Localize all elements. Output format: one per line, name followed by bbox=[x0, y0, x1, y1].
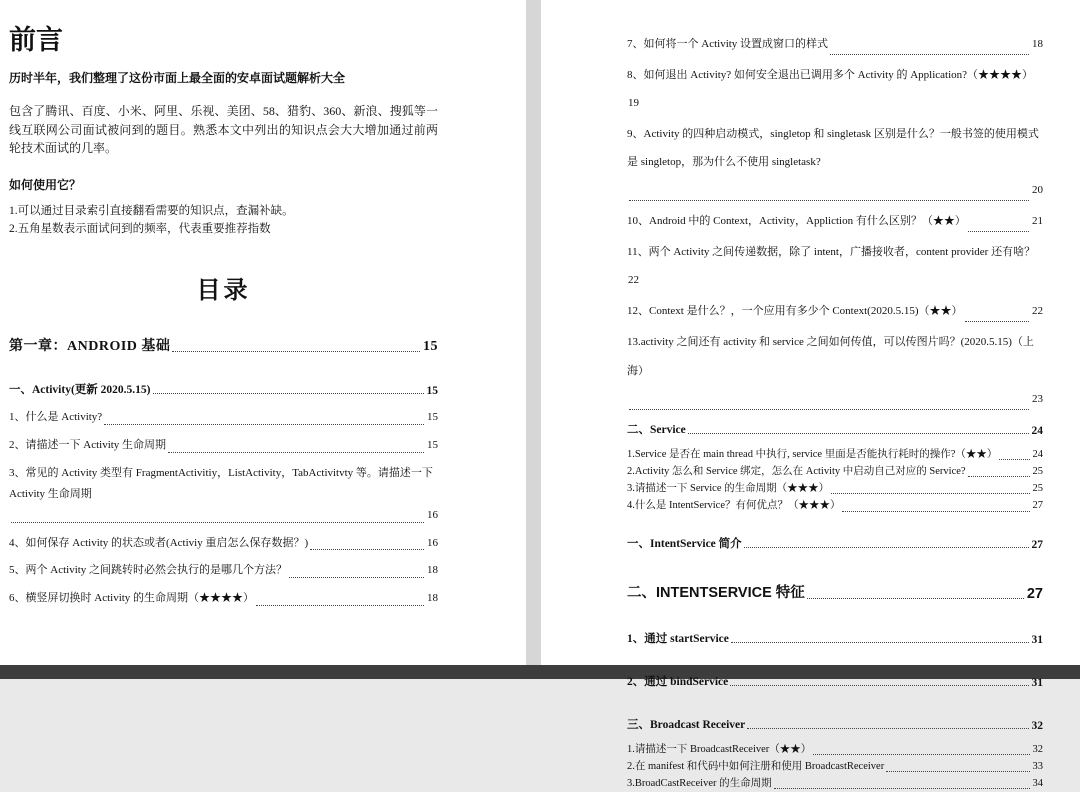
toc-page-number: 23 bbox=[1032, 392, 1043, 405]
toc-entry-label: 1、通过 startService bbox=[627, 632, 729, 645]
toc-dot-leader bbox=[842, 511, 1029, 512]
toc-dot-leader bbox=[968, 231, 1029, 232]
toc-dot-leader bbox=[968, 476, 1030, 477]
toc-entry-label: 9、Activity 的四种启动模式，singletop 和 singletask 区别是什么？一般书签的使用模式是 singletop，那为什么不使用 singletask? bbox=[627, 128, 1039, 169]
toc-entry bbox=[627, 742, 1043, 758]
toc-dot-leader bbox=[629, 200, 1029, 201]
toc-dot-leader bbox=[104, 424, 424, 425]
toc-entry-label: 2、请描述一下 Activity 生命周期 bbox=[9, 439, 167, 452]
toc-entry bbox=[627, 464, 1043, 480]
toc-left bbox=[9, 335, 438, 609]
toc-dot-leader bbox=[807, 598, 1024, 599]
toc-title: 目录 bbox=[196, 277, 251, 305]
page-left bbox=[0, 0, 526, 665]
toc-page-number: 25 bbox=[1032, 483, 1043, 495]
toc-entry-label: 3.BroadCastReceiver 的生命周期 bbox=[627, 778, 772, 790]
toc-dot-leader bbox=[813, 754, 1029, 755]
toc-entry-label: 8、如何退出 Activity? 如何安全退出已调用多个 Activity 的 Application?（★★★★） bbox=[627, 69, 1034, 82]
toc-page-number: 27 bbox=[1031, 538, 1043, 551]
toc-page-number: 31 bbox=[1031, 633, 1043, 646]
toc-entry-label: 二、INTENTSERVICE 特征 bbox=[627, 584, 805, 601]
toc-page-number: 24 bbox=[1031, 424, 1043, 437]
toc-entry bbox=[627, 30, 1043, 58]
toc-entry-label: 第一章：ANDROID 基础 bbox=[9, 339, 171, 355]
toc-dot-leader bbox=[744, 547, 1029, 548]
toc-page-number: 15 bbox=[427, 439, 438, 452]
toc-entry bbox=[9, 335, 438, 355]
toc-entry-label: 二、Service bbox=[627, 423, 686, 436]
toc-dot-leader bbox=[688, 433, 1029, 434]
toc-entry-label: 1.请描述一下 BroadcastReceiver（★★） bbox=[627, 743, 812, 755]
toc-entry bbox=[9, 560, 438, 581]
toc-page-number: 19 bbox=[628, 97, 639, 110]
toc-page-number: 31 bbox=[1031, 676, 1043, 689]
toc-entry-label: 2.在 manifest 和代码中如何注册和使用 BroadcastReceiver bbox=[627, 760, 885, 772]
toc-entry bbox=[627, 238, 1043, 294]
toc-entry bbox=[627, 581, 1043, 602]
toc-entry bbox=[627, 120, 1043, 204]
toc-page-number: 22 bbox=[1032, 305, 1043, 318]
toc-page-number: 24 bbox=[1032, 448, 1043, 460]
usage-title: 如何使用它？ bbox=[9, 177, 82, 192]
toc-entry bbox=[627, 716, 1043, 732]
toc-dot-leader bbox=[730, 685, 1028, 686]
toc-dot-leader bbox=[11, 522, 424, 523]
preface-body: 包含了腾讯、百度、小米、阿里、乐视、美团、58、猎豹、360、新浪、搜狐等一线互联网公司面试被问到的题目。熟悉本文中列出的知识点会大大增加通过前两轮技术面试的几率。 bbox=[9, 104, 438, 156]
toc-entry bbox=[627, 421, 1043, 437]
page-right bbox=[541, 0, 1080, 790]
toc-entry bbox=[9, 463, 438, 526]
usage-line-2: 2.五角星数表示面试问到的频率，代表重要推荐指数 bbox=[9, 223, 271, 236]
toc-dot-leader bbox=[168, 452, 424, 453]
toc-page-number: 18 bbox=[1032, 38, 1043, 50]
toc-entry-label: 3.请描述一下 Service 的生命周期（★★★） bbox=[627, 483, 830, 495]
toc-page-number: 15 bbox=[427, 411, 438, 424]
toc-page-number: 18 bbox=[427, 592, 438, 605]
toc-entry-label: 11、两个 Activity 之间传递数据，除了 intent，广播接收者，content provider 还有啥？ bbox=[627, 246, 1036, 259]
toc-entry-label: 12、Context 是什么？，一个应用有多少个 Context(2020.5.15)（★★） bbox=[627, 305, 963, 318]
toc-entry-label: 4.什么是 IntentService？有何优点？（★★★） bbox=[627, 500, 841, 512]
toc-page-number: 18 bbox=[427, 564, 438, 577]
toc-entry-label: 7、如何将一个 Activity 设置成窗口的样式 bbox=[627, 38, 829, 50]
toc-dot-leader bbox=[153, 393, 424, 394]
toc-dot-leader bbox=[774, 788, 1030, 789]
page-gutter bbox=[526, 0, 541, 665]
toc-page-number: 27 bbox=[1026, 585, 1043, 602]
toc-entry bbox=[627, 630, 1043, 646]
toc-entry-label: 10、Android 中的 Context，Activity，Appliction 有什么区别？（★★） bbox=[627, 215, 966, 228]
toc-page-number: 21 bbox=[1032, 215, 1043, 228]
toc-page-number: 16 bbox=[427, 536, 438, 549]
toc-entry-label: 三、Broadcast Receiver bbox=[627, 718, 746, 731]
toc-dot-leader bbox=[172, 351, 420, 352]
toc-dot-leader bbox=[886, 771, 1029, 772]
toc-entry-label: 2、通过 bindService bbox=[627, 675, 729, 688]
toc-entry bbox=[627, 481, 1043, 497]
toc-entry bbox=[9, 588, 438, 609]
toc-page-number: 15 bbox=[426, 385, 438, 398]
toc-dot-leader bbox=[629, 409, 1029, 410]
toc-entry bbox=[627, 297, 1043, 325]
toc-dot-leader bbox=[289, 577, 424, 578]
toc-entry-label: 1、什么是 Activity? bbox=[9, 411, 103, 424]
preface-lead: 历时半年，我们整理了这份市面上最全面的安卓面试题解析大全 bbox=[9, 71, 346, 85]
toc-entry bbox=[627, 776, 1043, 792]
toc-entry bbox=[627, 207, 1043, 235]
toc-entry bbox=[627, 535, 1043, 551]
toc-entry bbox=[627, 759, 1043, 775]
toc-entry bbox=[627, 673, 1043, 689]
toc-entry-label: 1.Service 是否在 main thread 中执行, service 里面是否能执行耗时的操作?（★★） bbox=[627, 448, 998, 460]
toc-entry-label: 6、横竖屏切换时 Activity 的生命周期（★★★★） bbox=[9, 592, 255, 605]
toc-page-number: 32 bbox=[1031, 719, 1043, 732]
toc-page-number: 33 bbox=[1032, 760, 1043, 772]
toc-entry-label: 一、Activity(更新 2020.5.15) bbox=[9, 384, 151, 397]
toc-entry bbox=[9, 381, 438, 397]
toc-page-number: 16 bbox=[427, 508, 438, 521]
toc-page-number: 34 bbox=[1032, 778, 1043, 790]
toc-entry bbox=[627, 328, 1043, 412]
toc-entry bbox=[627, 447, 1043, 463]
toc-entry-label: 3、常见的 Activity 类型有 FragmentActivitiy，ListActivity，TabActivitvty 等。请描述一下 Activity 生命周期 bbox=[9, 466, 433, 500]
toc-entry bbox=[627, 61, 1043, 117]
toc-entry bbox=[9, 533, 438, 554]
toc-entry-label: 4、如何保存 Activity 的状态或者(Activiy 重启怎么保存数据？) bbox=[9, 536, 309, 549]
toc-dot-leader bbox=[831, 493, 1029, 494]
toc-entry bbox=[627, 498, 1043, 514]
toc-entry-label: 13.activity 之间还有 activity 和 service 之间如何传值，可以传图片吗？(2020.5.15)（上海） bbox=[627, 336, 1034, 377]
toc-page-number: 15 bbox=[423, 339, 438, 355]
usage-line-1: 1.可以通过目录索引直接翻看需要的知识点，查漏补缺。 bbox=[9, 204, 294, 217]
toc-page-number: 27 bbox=[1032, 500, 1043, 512]
toc-entry-label: 一、IntentService 简介 bbox=[627, 537, 742, 550]
toc-page-number: 22 bbox=[628, 274, 639, 287]
toc-entry bbox=[9, 407, 438, 428]
toc-entry-label: 2.Activity 怎么和 Service 绑定，怎么在 Activity 中启动自己对应的 Service? bbox=[627, 465, 966, 477]
toc-right bbox=[627, 30, 1043, 792]
toc-dot-leader bbox=[731, 642, 1029, 643]
toc-dot-leader bbox=[830, 54, 1029, 55]
toc-page-number: 25 bbox=[1032, 465, 1043, 477]
toc-entry-label: 5、两个 Activity 之间跳转时必然会执行的是哪几个方法？ bbox=[9, 564, 288, 577]
preface-title: 前言 bbox=[9, 25, 63, 55]
toc-dot-leader bbox=[747, 728, 1028, 729]
toc-dot-leader bbox=[310, 549, 424, 550]
toc-dot-leader bbox=[999, 459, 1029, 460]
toc-dot-leader bbox=[256, 605, 424, 606]
toc-entry bbox=[9, 435, 438, 456]
toc-page-number: 20 bbox=[1032, 184, 1043, 197]
toc-page-number: 32 bbox=[1032, 743, 1043, 755]
toc-dot-leader bbox=[965, 321, 1030, 322]
